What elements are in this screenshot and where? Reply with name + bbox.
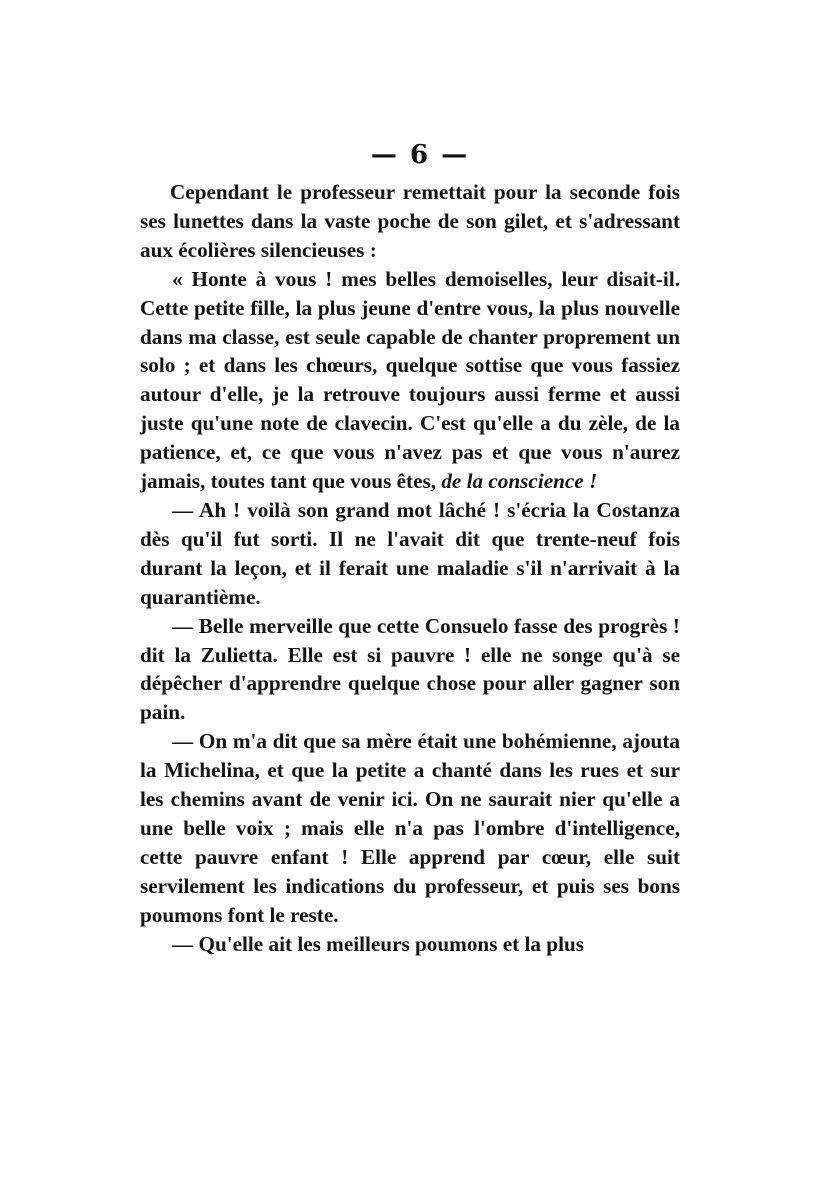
- paragraph-3: — Ah ! voilà son grand mot lâché ! s'écria la Costanza dès qu'il fut sorti. Il ne l'avait dit que trente-neuf fois durant la leçon, et il ferait une maladie s'il n'arrivait à la quarantième.: [140, 497, 680, 609]
- body-text: [140, 178, 680, 958]
- paragraph-2-text: « Honte à vous ! mes belles demoiselles, leur disait-il. Cette petite fille, la plus jeune d'entre vous, la plus nouvelle dans ma classe, est seule capable de chanter proprement un solo ; et dans les chœurs, quelque sottise que vous fassiez autour d'elle, je la retrouve toujours aussi ferme et aussi juste qu'une note de clavecin. C'est qu'elle a du zèle, de la patience, et, ce que vous n'avez pas et que vous n'aurez jamais, toutes tant que vous êtes,: [140, 266, 680, 494]
- paragraph-1: Cependant le professeur remettait pour la seconde fois ses lunettes dans la vaste poche de son gilet, et s'adressant aux écolières silencieuses :: [140, 180, 680, 262]
- page-number: — 6 —: [370, 140, 470, 170]
- paragraph-2: [140, 265, 680, 496]
- paragraph-4: — Belle merveille que cette Consuelo fasse des progrès ! dit la Zulietta. Elle est si pauvre ! elle ne songe qu'à se dépêcher d'apprendre quelque chose pour aller gagner son pain.: [140, 613, 680, 725]
- paragraph-2-emphasis: de la conscience !: [441, 469, 598, 494]
- paragraph-5: — On m'a dit que sa mère était une bohémienne, ajouta la Michelina, et que la petite a chanté dans les rues et sur les chemins avant de venir ici. On ne saurait nier qu'elle a une belle voix ; mais elle n'a pas l'ombre d'intelligence, cette pauvre enfant ! Elle apprend par cœur, elle suit servilement les indications du professeur, et puis ses bons poumons font le reste.: [140, 729, 680, 927]
- paragraph-6: — Qu'elle ait les meilleurs poumons et la plus: [172, 931, 584, 956]
